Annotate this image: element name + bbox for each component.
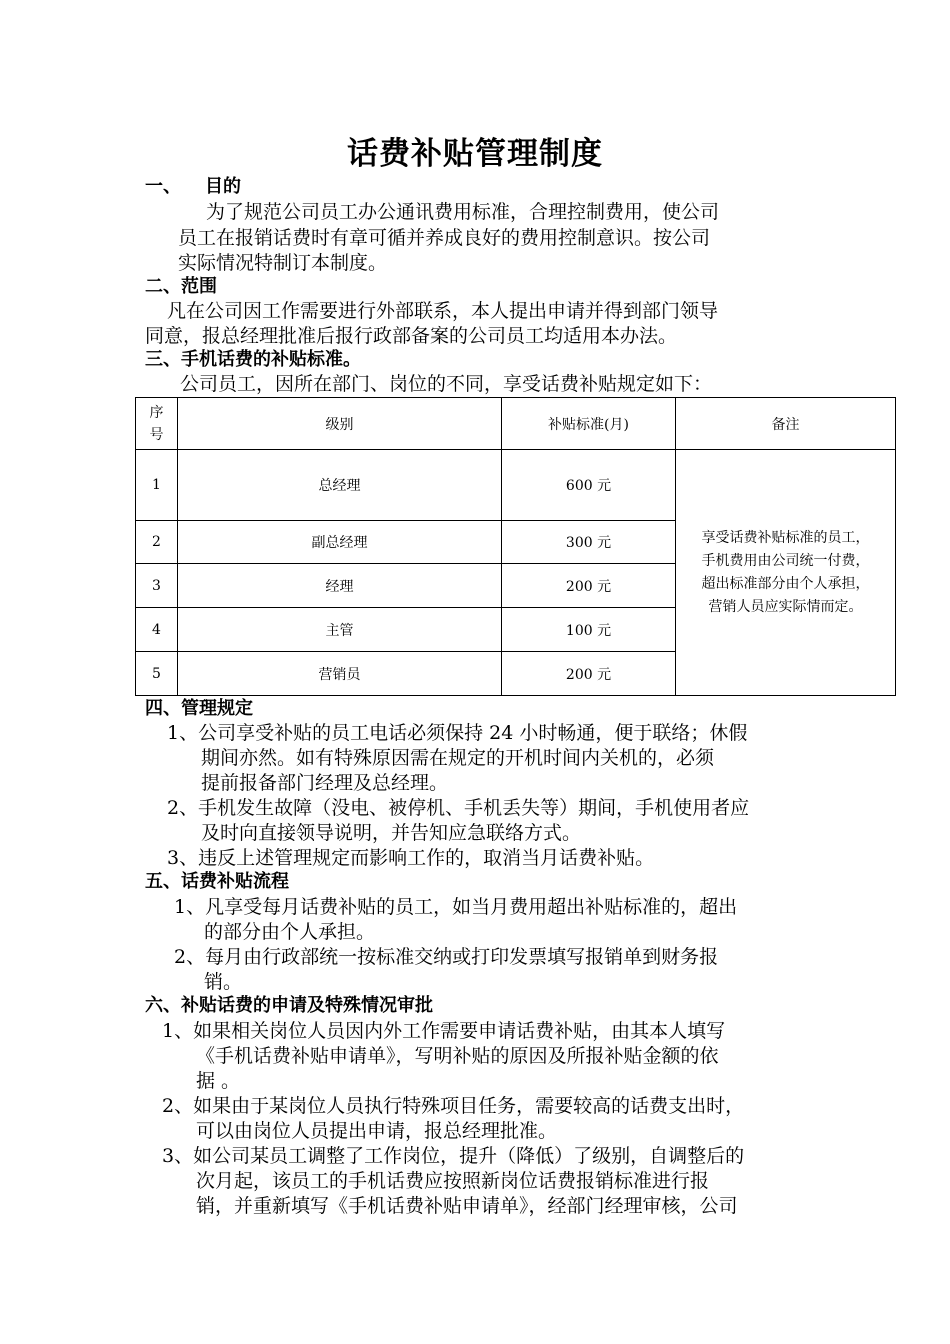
- section-4-heading: 四、管理规定: [145, 698, 253, 719]
- section-1-heading: [145, 175, 241, 199]
- section-4-line-2: 期间亦然。如有特殊原因需在规定的开机时间内关机的，必须: [201, 747, 715, 769]
- row-2-standard: 300 元: [502, 521, 676, 564]
- header-standard: 补贴标准(月): [502, 398, 676, 450]
- section-6-heading: 六、补贴话费的申请及特殊情况审批: [145, 995, 433, 1016]
- row-1-seq: 1: [136, 450, 178, 521]
- row-2-level: 副总经理: [178, 521, 502, 564]
- row-4-level: 主管: [178, 608, 502, 652]
- section-5-line-3: 2、每月由行政部统一按标准交纳或打印发票填写报销单到财务报: [174, 946, 719, 968]
- section-3-heading: 三、手机话费的补贴标准。: [145, 349, 361, 370]
- row-1-level: 总经理: [178, 450, 502, 521]
- note-line-4: 营销人员应实际情而定。: [708, 598, 863, 615]
- document-title: 话费补贴管理制度: [347, 136, 603, 172]
- section-1-line-3: 实际情况特制订本制度。: [178, 252, 388, 274]
- subsidy-table: [135, 397, 896, 696]
- table-header-row: [136, 398, 896, 450]
- section-5-line-1: 1、凡享受每月话费补贴的员工，如当月费用超出补贴标准的，超出: [174, 896, 738, 918]
- section-6-line-3: 据 。: [196, 1070, 241, 1092]
- section-2-heading: 二、范围: [145, 276, 217, 297]
- section-4-line-1: 1、公司享受补贴的员工电话必须保持 24 小时畅通，便于联络；休假: [167, 722, 748, 744]
- note-line-3: 超出标准部分由个人承担，: [701, 575, 870, 592]
- header-level: 级别: [178, 398, 502, 450]
- row-5-seq: 5: [136, 652, 178, 696]
- section-1-line-2: 员工在报销话费时有章可循并养成良好的费用控制意识。按公司: [178, 227, 711, 249]
- section-3-intro: 公司员工，因所在部门、岗位的不同，享受话费补贴规定如下：: [180, 373, 713, 395]
- row-2-seq: 2: [136, 521, 178, 564]
- header-seq-line-2: 号: [149, 426, 164, 443]
- section-2-line-2: 同意，报总经理批准后报行政部备案的公司员工均适用本办法。: [145, 325, 678, 347]
- section-4-line-6: 3、违反上述管理规定而影响工作的，取消当月话费补贴。: [167, 847, 655, 869]
- row-4-seq: 4: [136, 608, 178, 652]
- table-row: [136, 450, 896, 521]
- note-line-1: 享受话费补贴标准的员工，: [701, 529, 870, 546]
- section-5-line-4: 销。: [204, 971, 243, 993]
- section-6-line-7: 次月起，该员工的手机话费应按照新岗位话费报销标准进行报: [196, 1170, 710, 1192]
- section-6-line-4: 2、如果由于某岗位人员执行特殊项目任务，需要较高的话费支出时，: [162, 1095, 745, 1117]
- section-1-line-1: 为了规范公司员工办公通讯费用标准，合理控制费用，使公司: [206, 201, 720, 223]
- header-seq: [136, 398, 178, 450]
- section-5-line-2: 的部分由个人承担。: [204, 921, 376, 943]
- section-6-line-1: 1、如果相关岗位人员因内外工作需要申请话费补贴，由其本人填写: [162, 1020, 726, 1042]
- row-3-standard: 200 元: [502, 564, 676, 608]
- section-4-line-5: 及时向直接领导说明，并告知应急联络方式。: [201, 822, 582, 844]
- row-3-seq: 3: [136, 564, 178, 608]
- row-5-standard: 200 元: [502, 652, 676, 696]
- section-2-line-1: 凡在公司因工作需要进行外部联系，本人提出申请并得到部门领导: [167, 300, 719, 322]
- section-4-line-3: 提前报备部门经理及总经理。: [201, 772, 449, 794]
- section-4-line-4: 2、手机发生故障（没电、被停机、手机丢失等）期间，手机使用者应: [167, 797, 750, 819]
- section-5-heading: 五、话费补贴流程: [145, 871, 289, 892]
- section-1-number: 一、: [145, 176, 181, 197]
- header-seq-line-1: 序: [149, 404, 164, 421]
- row-3-level: 经理: [178, 564, 502, 608]
- row-4-standard: 100 元: [502, 608, 676, 652]
- section-6-line-2: 《手机话费补贴申请单》，写明补贴的原因及所报补贴金额的依: [196, 1045, 719, 1067]
- row-1-standard: 600 元: [502, 450, 676, 521]
- note-cell: [676, 450, 896, 696]
- section-6-line-8: 销，并重新填写《手机话费补贴申请单》，经部门经理审核，公司: [196, 1195, 738, 1217]
- section-6-line-5: 可以由岗位人员提出申请，报总经理批准。: [196, 1120, 558, 1142]
- row-5-level: 营销员: [178, 652, 502, 696]
- note-line-2: 手机费用由公司统一付费，: [701, 552, 870, 569]
- section-6-line-6: 3、如公司某员工调整了工作岗位，提升（降低）了级别，自调整后的: [162, 1145, 745, 1167]
- section-1-title: 目的: [205, 176, 241, 197]
- header-note: 备注: [676, 398, 896, 450]
